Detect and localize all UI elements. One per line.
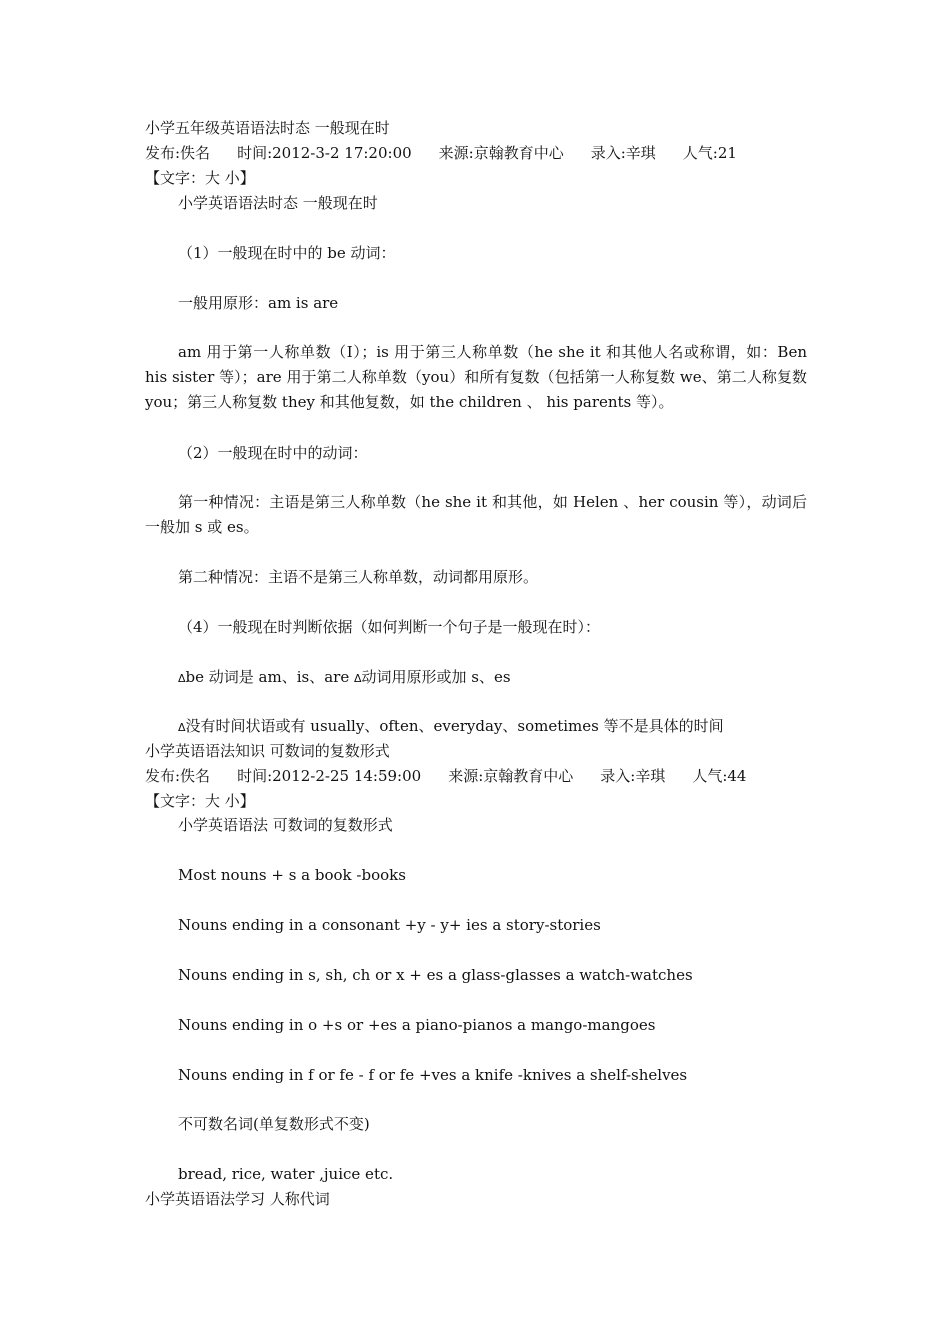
paragraph: am 用于第一人称单数（I）；is 用于第三人称单数（he she it 和其他人名或称谓，如：Ben his sister 等）；are 用于第二人称单数（you）和所有复数（包括第一人称复数 we、第二人称复数 you；第三人称复数 they 和其他复数，如 the children 、 his parents 等）。 xyxy=(145,343,807,411)
meta-source: 来源:京翰教育中心 xyxy=(438,144,564,162)
meta-editor: 录入:辛琪 xyxy=(600,767,666,785)
article-subtitle: 小学英语语法时态 一般现在时 xyxy=(178,194,378,212)
font-size-control[interactable]: 【文字：大 小】 xyxy=(145,792,255,810)
triangle-bullet-icon: Δ xyxy=(178,672,186,685)
list-item: Nouns ending in s, sh, ch or x + es a glass-glasses a watch-watches xyxy=(178,966,693,984)
article-title: 小学英语语法知识 可数词的复数形式 xyxy=(145,742,390,760)
article-meta xyxy=(145,143,737,163)
font-size-control[interactable]: 【文字：大 小】 xyxy=(145,169,255,187)
article-meta xyxy=(145,766,746,786)
meta-editor: 录入:辛琪 xyxy=(590,144,656,162)
article-subtitle: 小学英语语法 可数词的复数形式 xyxy=(178,816,393,834)
paragraph: 一般用原形：am is are xyxy=(178,294,339,312)
triangle-bullet-icon: Δ xyxy=(353,672,362,685)
meta-author: 发布:佚名 xyxy=(145,144,211,162)
list-item: Nouns ending in o +s or +es a piano-pianos a mango-mangoes xyxy=(178,1016,656,1034)
paragraph: （1）一般现在时中的 be 动词： xyxy=(178,244,396,262)
meta-popularity: 人气:44 xyxy=(692,767,747,785)
meta-time: 时间:2012-2-25 14:59:00 xyxy=(237,767,422,785)
paragraph: bread, rice, water ,juice etc. xyxy=(178,1165,394,1183)
list-item: Nouns ending in f or fe - f or fe +ves a knife -knives a shelf-shelves xyxy=(178,1066,688,1084)
triangle-bullet-icon: Δ xyxy=(178,721,186,734)
meta-author: 发布:佚名 xyxy=(145,767,211,785)
paragraph: 第一种情况：主语是第三人称单数（he she it 和其他，如 Helen 、her cousin 等），动词后一般加 s 或 es。 xyxy=(145,493,807,536)
paragraph: Δbe 动词是 am、is、are Δ动词用原形或加 s、es xyxy=(178,668,511,686)
paragraph: （2）一般现在时中的动词： xyxy=(178,444,368,462)
list-item: Nouns ending in a consonant +y - y+ ies a story-stories xyxy=(178,916,601,934)
paragraph: 不可数名词(单复数形式不变) xyxy=(178,1115,370,1133)
paragraph: 第二种情况：主语不是第三人称单数，动词都用原形。 xyxy=(178,568,539,586)
meta-popularity: 人气:21 xyxy=(682,144,737,162)
paragraph: （4）一般现在时判断依据（如何判断一个句子是一般现在时）： xyxy=(178,618,601,636)
article-title: 小学五年级英语语法时态 一般现在时 xyxy=(145,119,390,137)
meta-source: 来源:京翰教育中心 xyxy=(448,767,574,785)
paragraph: Δ没有时间状语或有 usually、often、everyday、sometimes 等不是具体的时间 xyxy=(178,717,724,735)
meta-time: 时间:2012-3-2 17:20:00 xyxy=(237,144,412,162)
list-item: Most nouns + s a book -books xyxy=(178,866,406,884)
article-title: 小学英语语法学习 人称代词 xyxy=(145,1190,330,1208)
